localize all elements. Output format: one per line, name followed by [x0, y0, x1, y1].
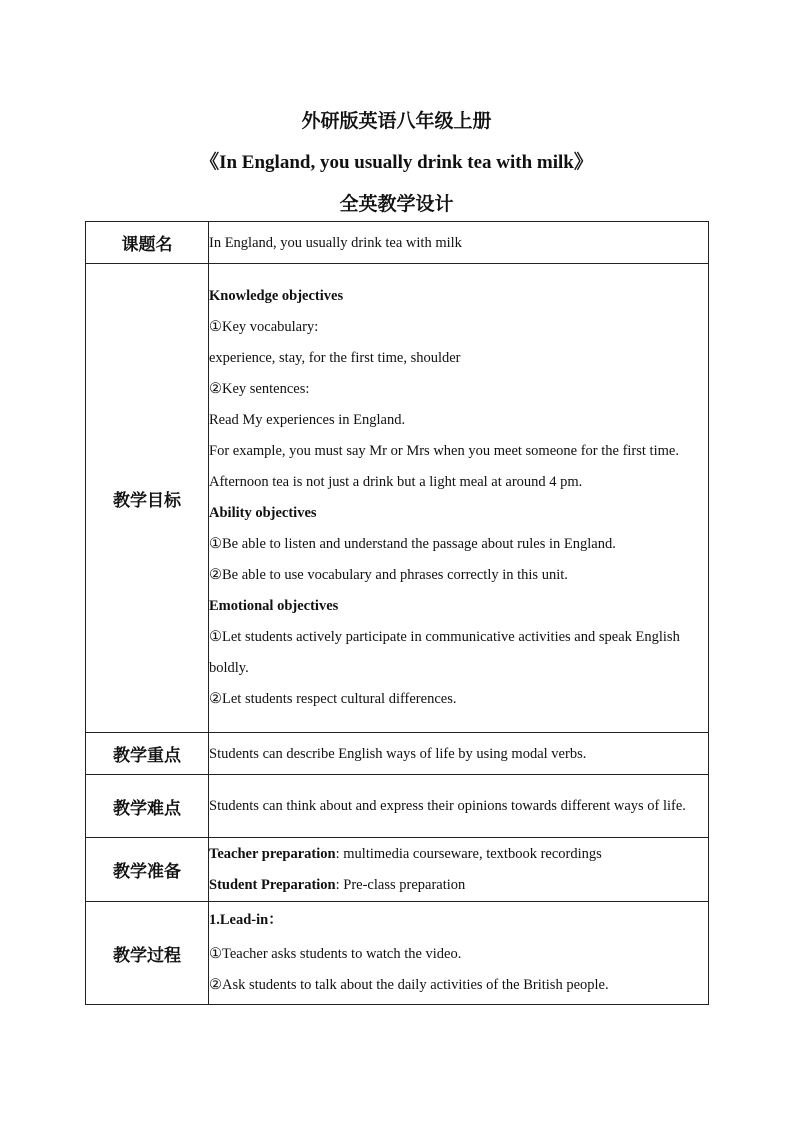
document-title: 外研版英语八年级上册 [301, 110, 492, 132]
ability-2: ②Be able to use vocabulary and phrases correctly in this unit. [209, 567, 568, 583]
difficulties-label: 教学难点 [86, 775, 209, 838]
document-subtitle: 全英教学设计 [339, 193, 454, 215]
process-step-1: ①Teacher asks students to watch the video. [209, 946, 462, 962]
preparation-content [209, 838, 709, 902]
table-row-topic [86, 222, 709, 264]
sentence-3: Afternoon tea is not just a drink but a light meal at around 4 pm. [209, 474, 583, 490]
emotional-2: ②Let students respect cultural differences. [209, 691, 457, 707]
table-row-process [86, 902, 709, 1005]
difficulties-value: Students can think about and express their opinions towards different ways of life. [209, 775, 709, 838]
student-prep-label: Student Preparation [209, 876, 336, 893]
ability-heading: Ability objectives [209, 505, 317, 521]
key-points-label: 教学重点 [86, 733, 209, 775]
ability-1: ①Be able to listen and understand the passage about rules in England. [209, 536, 616, 552]
sentence-2: For example, you must say Mr or Mrs when you meet someone for the first time. [209, 443, 679, 459]
table-row-key-points [86, 733, 709, 775]
table-row-difficulties [86, 775, 709, 838]
topic-value: In England, you usually drink tea with milk [209, 222, 709, 264]
sentence-1: Read My experiences in England. [209, 412, 406, 428]
teacher-prep-value: : multimedia courseware, textbook recordings [335, 845, 602, 862]
emotional-1: ①Let students actively participate in communicative activities and speak English boldly. [209, 629, 680, 676]
vocab-list: experience, stay, for the first time, shoulder [209, 350, 461, 366]
knowledge-heading: Knowledge objectives [209, 288, 344, 304]
objectives-content [209, 264, 709, 733]
teacher-prep-label: Teacher preparation [209, 845, 336, 862]
emotional-heading: Emotional objectives [209, 598, 339, 614]
preparation-label: 教学准备 [86, 838, 209, 902]
lead-in-heading: 1.Lead-in： [209, 912, 283, 928]
table-row-objectives [86, 264, 709, 733]
objectives-label: 教学目标 [86, 264, 209, 733]
lesson-title: 《In England, you usually drink tea with milk》 [200, 152, 593, 173]
table-row-preparation [86, 838, 709, 902]
student-prep-value: : Pre-class preparation [335, 876, 466, 893]
vocab-label: ①Key vocabulary: [209, 319, 319, 335]
process-content [209, 902, 709, 1005]
key-points-value: Students can describe English ways of life by using modal verbs. [209, 733, 709, 775]
topic-label: 课题名 [86, 222, 209, 264]
process-label: 教学过程 [86, 902, 209, 1005]
process-step-2: ②Ask students to talk about the daily activities of the British people. [209, 977, 609, 993]
sentences-label: ②Key sentences: [209, 381, 310, 397]
lesson-plan-table [85, 221, 709, 1005]
